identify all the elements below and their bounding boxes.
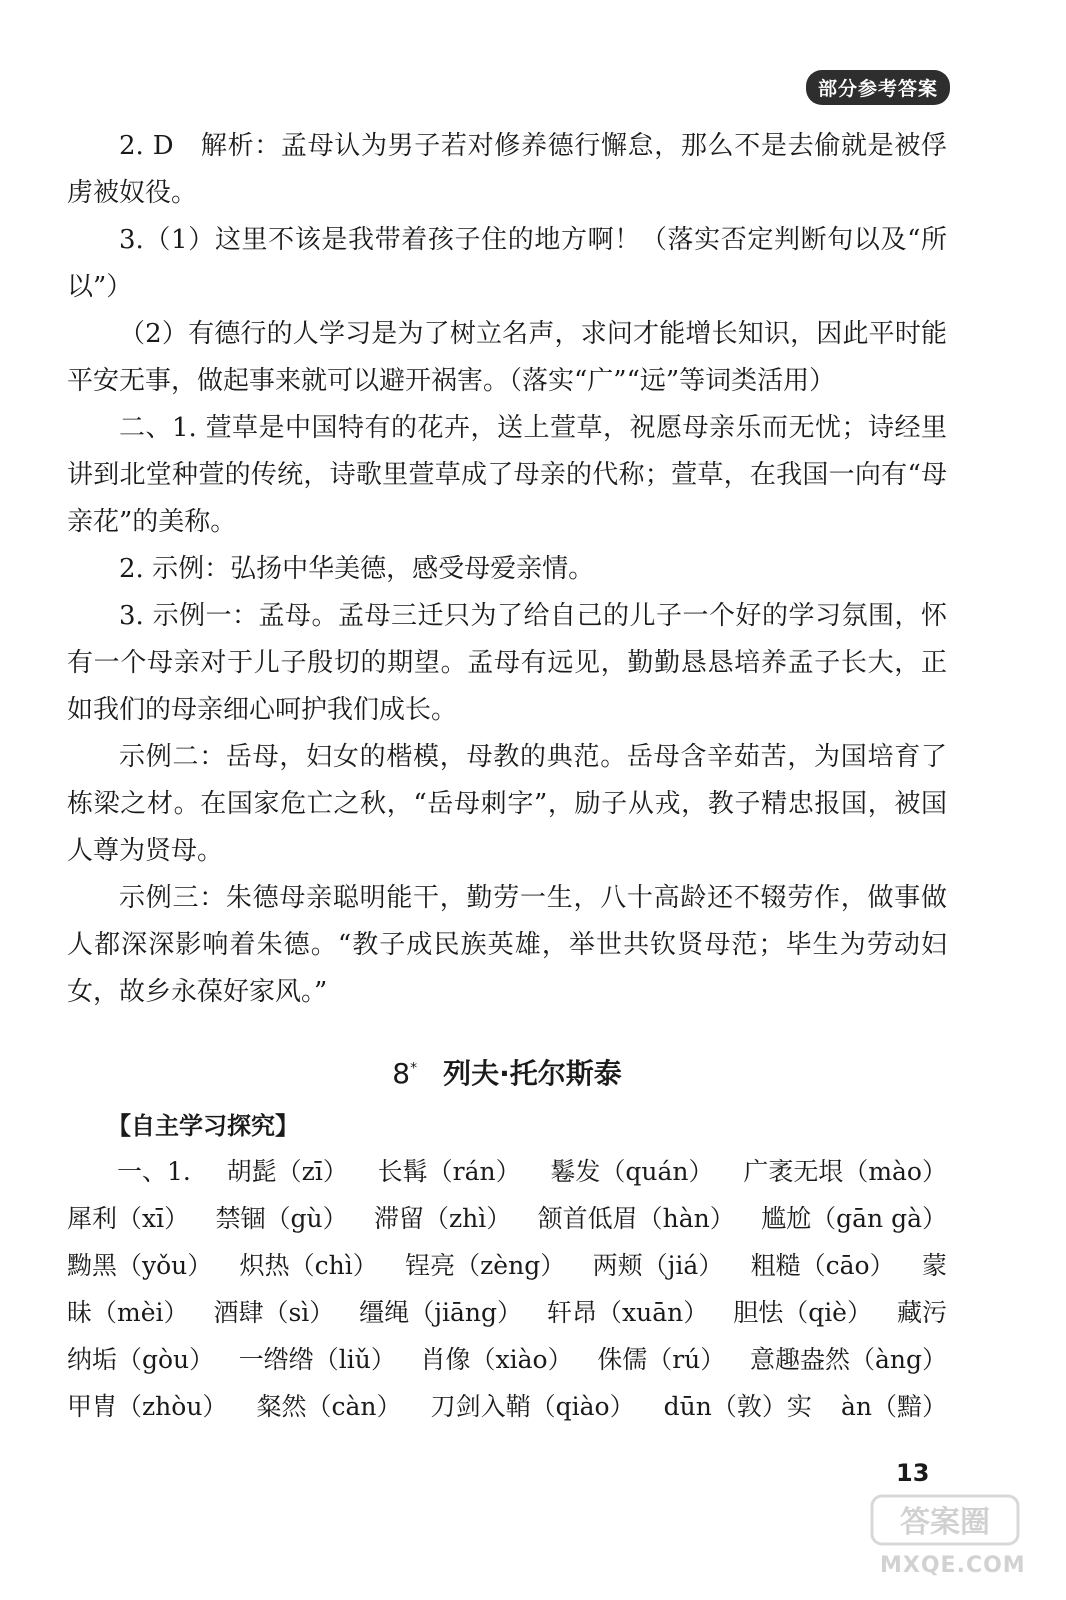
answer-paragraph: 2. 示例：弘扬中华美德，感受母爱亲情。 (119, 554, 595, 584)
vocab-line (67, 1242, 947, 1289)
vocab-item: 肖像（xiào） (420, 1345, 573, 1374)
vocab-item: 蒙 (921, 1251, 947, 1280)
section-label: 【自主学习探究】 (107, 1112, 299, 1140)
vocab-item: 犀利（xī） (67, 1204, 190, 1233)
answer-paragraph: 示例二：岳母，妇女的楷模，母教的典范。岳母含辛茹苦，为国培育了栋梁之材。在国家危亡之秋，“岳母刺字”，励子从戎，教子精忠报国，被国人尊为贤母。 (67, 742, 947, 866)
vocab-item: 粗糙（cāo） (750, 1251, 895, 1280)
vocab-item: 胡髭（zī） (226, 1157, 348, 1186)
watermark-text: MXQE.COM (880, 1553, 1026, 1578)
answer-paragraph: 2. D 解析：孟母认为男子若对修养德行懈怠，那么不是去偷就是被俘虏被奴役。 (67, 131, 947, 208)
watermark-logo (870, 1490, 1020, 1550)
vocab-line (67, 1148, 947, 1195)
vocab-item: 轩昂（xuān） (547, 1298, 709, 1327)
answer-paragraph: 二、1. 萱草是中国特有的花卉，送上萱草，祝愿母亲乐而无忧；诗经里讲到北堂种萱的传统，诗歌里萱草成了母亲的代称；萱草，在我国一向有“母亲花”的美称。 (67, 413, 947, 537)
vocab-item: 刀剑入鞘（qiào） (430, 1392, 635, 1421)
vocab-item: àn（黯） (840, 1392, 947, 1421)
lesson-number: 8* (392, 1057, 418, 1090)
vocab-item: 锃亮（zèng） (405, 1251, 566, 1280)
vocab-item: 胆怯（qiè） (733, 1298, 872, 1327)
vocab-item: 一绺绺（liǔ） (238, 1345, 396, 1374)
vocab-item: 尴尬（gān gà） (761, 1204, 947, 1233)
vocab-item: 两颊（jiá） (592, 1251, 724, 1280)
vocab-item: 藏污 (896, 1298, 947, 1327)
page-number: 13 (896, 1459, 930, 1487)
vocab-item: 黝黑（yǒu） (67, 1251, 213, 1280)
answer-paragraph: （2）有德行的人学习是为了树立名声，求问才能增长知识，因此平时能平安无事，做起事来就可以避开祸害。（落实“广”“远”等词类活用） (67, 319, 947, 396)
answer-paragraph: 3.（1）这里不该是我带着孩子住的地方啊！（落实否定判断句以及“所以”） (67, 225, 947, 302)
lesson-title: 列夫·托尔斯泰 (443, 1057, 622, 1090)
vocab-item: 酒肆（sì） (213, 1298, 335, 1327)
vocab-item: 纳垢（gòu） (67, 1345, 215, 1374)
vocab-list (67, 1148, 947, 1430)
vocab-lead: 一、1. (117, 1157, 191, 1186)
vocab-item: 侏儒（rú） (597, 1345, 726, 1374)
vocab-item: 禁锢（gù） (215, 1204, 348, 1233)
vocab-item: 意趣盎然（àng） (749, 1345, 947, 1374)
vocab-line (67, 1195, 947, 1242)
vocab-item: 鬈发（quán） (550, 1157, 714, 1186)
vocab-item: 甲胄（zhòu） (67, 1392, 228, 1421)
vocab-item: 缰绳（jiāng） (359, 1298, 523, 1327)
vocab-item: 炽热（chì） (239, 1251, 378, 1280)
vocab-item: 颔首低眉（hàn） (537, 1204, 735, 1233)
vocab-line (67, 1336, 947, 1383)
vocab-line (67, 1289, 947, 1336)
vocab-item: 粲然（càn） (256, 1392, 402, 1421)
vocab-item: 滞留（zhì） (373, 1204, 512, 1233)
vocab-item: 长髯（rán） (377, 1157, 521, 1186)
page-content (67, 123, 947, 1430)
vocab-line (67, 1383, 947, 1430)
answer-paragraph: 示例三：朱德母亲聪明能干，勤劳一生，八十高龄还不辍劳作，做事做人都深深影响着朱德。“教子成民族英雄，举世共钦贤母范；毕生为劳动妇女，故乡永葆好家风。” (67, 883, 947, 1007)
vocab-item: 广袤无垠（mào） (743, 1157, 947, 1186)
vocab-item: dūn（敦）实 (663, 1392, 812, 1421)
section-badge: 部分参考答案 (806, 70, 950, 105)
vocab-item: 昧（mèi） (67, 1298, 189, 1327)
answer-paragraph: 3. 示例一：孟母。孟母三迁只为了给自己的儿子一个好的学习氛围，怀有一个母亲对于儿子殷切的期望。孟母有远见，勤勤恳恳培养孟子长大，正如我们的母亲细心呵护我们成长。 (67, 601, 947, 725)
watermark-logo-text: 答案圈 (900, 1505, 990, 1540)
lesson-heading (67, 1052, 947, 1092)
